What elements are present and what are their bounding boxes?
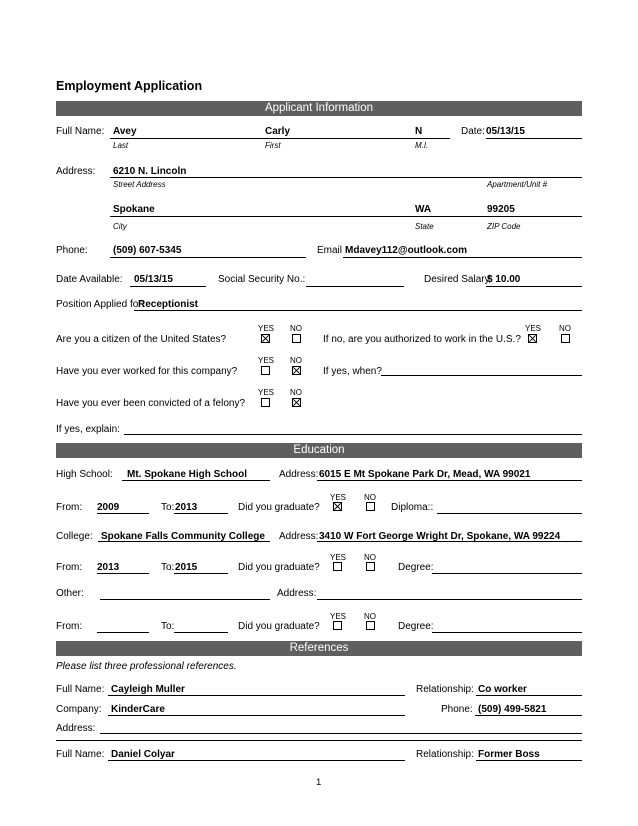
- ref1-address-line[interactable]: [100, 733, 582, 734]
- ref2-name-label: Full Name:: [56, 749, 105, 760]
- reference-divider: [56, 740, 582, 741]
- ref1-phone-value: (509) 499-5821: [478, 704, 547, 715]
- when-line[interactable]: [381, 375, 582, 376]
- phone-value: (509) 607-5345: [113, 245, 182, 256]
- hs-from-line[interactable]: [97, 513, 149, 514]
- other-grad-no-label: NO: [364, 612, 376, 621]
- citizen-no-label: NO: [290, 324, 302, 333]
- ref1-address-label: Address:: [56, 723, 96, 734]
- other-address-label: Address:: [277, 588, 317, 599]
- convicted-yes-checkbox[interactable]: [261, 398, 270, 407]
- other-to-line[interactable]: [174, 632, 228, 633]
- college-degree-line[interactable]: [432, 573, 582, 574]
- middle-initial-value: N: [415, 126, 423, 137]
- hs-grad-yes-label: YES: [330, 493, 347, 502]
- other-address-line[interactable]: [317, 599, 582, 600]
- hs-grad-yes-checkbox[interactable]: [333, 502, 342, 511]
- ref2-name-value: Daniel Colyar: [111, 749, 175, 760]
- ref2-name-line[interactable]: [108, 760, 405, 761]
- diploma-label: Diploma::: [391, 502, 434, 513]
- first-name-value: Carly: [265, 126, 291, 137]
- authorized-question: If no, are you authorized to work in the U.S.?: [323, 334, 521, 345]
- page-title: Employment Application: [56, 79, 203, 93]
- section-header-references: References: [56, 641, 582, 656]
- ref1-name-line[interactable]: [108, 695, 405, 696]
- other-from-line[interactable]: [97, 632, 149, 633]
- city-sub-label: City: [113, 222, 127, 231]
- city-line[interactable]: [110, 216, 582, 217]
- street-line[interactable]: [110, 177, 582, 178]
- ref2-relationship-value: Former Boss: [478, 749, 540, 760]
- college-from-value: 2013: [97, 562, 120, 573]
- college-value: Spokane Falls Community College: [101, 531, 265, 542]
- college-label: College:: [56, 531, 93, 542]
- other-to-label: To:: [161, 621, 175, 632]
- email-label: Email: [317, 245, 343, 256]
- convicted-question: Have you ever been convicted of a felony?: [56, 398, 246, 409]
- section-header-education: Education: [56, 443, 582, 458]
- college-degree-label: Degree:: [398, 562, 434, 573]
- other-grad-no-checkbox[interactable]: [366, 621, 375, 630]
- other-line[interactable]: [100, 599, 270, 600]
- ssn-label: Social Security No.:: [218, 274, 306, 285]
- college-graduate-question: Did you graduate?: [238, 562, 320, 573]
- hs-to-label: To:: [161, 502, 175, 513]
- convicted-no-checkbox[interactable]: [292, 398, 301, 407]
- city-value: Spokane: [113, 204, 155, 215]
- ref2-relationship-label: Relationship:: [416, 749, 474, 760]
- when-label: If yes, when?: [323, 366, 382, 377]
- hs-address-line[interactable]: [317, 480, 582, 481]
- state-sub-label: State: [415, 222, 434, 231]
- authorized-yes-label: YES: [525, 324, 542, 333]
- college-to-value: 2015: [175, 562, 198, 573]
- college-address-value: 3410 W Fort George Wright Dr, Spokane, WA 99224: [319, 531, 561, 542]
- state-value: WA: [415, 204, 432, 215]
- date-line[interactable]: [486, 138, 582, 139]
- ref1-phone-label: Phone:: [441, 704, 473, 715]
- convicted-yes-label: YES: [258, 388, 275, 397]
- hs-from-label: From:: [56, 502, 83, 513]
- email-value: Mdavey112@outlook.com: [345, 245, 468, 256]
- date-available-label: Date Available:: [56, 274, 123, 285]
- zip-sub-label: ZIP Code: [487, 222, 521, 231]
- other-grad-yes-checkbox[interactable]: [333, 621, 342, 630]
- position-line[interactable]: [134, 310, 582, 311]
- high-school-value: Mt. Spokane High School: [127, 469, 248, 480]
- citizen-yes-label: YES: [258, 324, 275, 333]
- other-graduate-question: Did you graduate?: [238, 621, 320, 632]
- authorized-no-checkbox[interactable]: [561, 334, 570, 343]
- position-label: Position Applied for:: [56, 299, 145, 310]
- ref1-company-line[interactable]: [108, 715, 405, 716]
- worked-no-label: NO: [290, 356, 302, 365]
- street-value: 6210 N. Lincoln: [113, 166, 187, 177]
- other-degree-line[interactable]: [432, 632, 582, 633]
- last-sub-label: Last: [113, 141, 129, 150]
- hs-grad-no-label: NO: [364, 493, 376, 502]
- college-grad-yes-checkbox[interactable]: [333, 562, 342, 571]
- date-available-line[interactable]: [130, 286, 206, 287]
- explain-label: If yes, explain:: [56, 424, 120, 435]
- full-name-line[interactable]: [110, 138, 450, 139]
- hs-to-line[interactable]: [174, 513, 228, 514]
- other-grad-yes-label: YES: [330, 612, 347, 621]
- section-header-applicant: Applicant Information: [56, 101, 582, 116]
- hs-address-value: 6015 E Mt Spokane Park Dr, Mead, WA 99021: [319, 469, 531, 480]
- high-school-line[interactable]: [122, 480, 270, 481]
- other-degree-label: Degree:: [398, 621, 434, 632]
- phone-label: Phone:: [56, 245, 88, 256]
- citizen-question: Are you a citizen of the United States?: [56, 334, 227, 345]
- college-grad-yes-label: YES: [330, 553, 347, 562]
- ref1-phone-line[interactable]: [475, 715, 582, 716]
- authorized-yes-checkbox[interactable]: [528, 334, 537, 343]
- college-to-line[interactable]: [174, 573, 228, 574]
- worked-yes-checkbox[interactable]: [261, 366, 270, 375]
- ref1-relationship-line[interactable]: [476, 695, 582, 696]
- last-name-value: Avey: [113, 126, 137, 137]
- hs-to-value: 2013: [175, 502, 198, 513]
- authorized-no-label: NO: [559, 324, 571, 333]
- hs-address-label: Address:: [279, 469, 319, 480]
- college-grad-no-checkbox[interactable]: [366, 562, 375, 571]
- address-label: Address:: [56, 166, 96, 177]
- convicted-no-label: NO: [290, 388, 302, 397]
- college-to-label: To:: [161, 562, 175, 573]
- citizen-no-checkbox[interactable]: [292, 334, 301, 343]
- date-value: 05/13/15: [486, 126, 525, 137]
- apt-sub-label: Apartment/Unit #: [487, 180, 548, 189]
- ref1-name-label: Full Name:: [56, 684, 105, 695]
- ref1-name-value: Cayleigh Muller: [111, 684, 185, 695]
- full-name-label: Full Name:: [56, 126, 105, 137]
- ref1-relationship-label: Relationship:: [416, 684, 474, 695]
- college-from-line[interactable]: [97, 573, 149, 574]
- page-number: 1: [316, 777, 322, 788]
- explain-line[interactable]: [124, 434, 582, 435]
- date-available-value: 05/13/15: [134, 274, 173, 285]
- hs-from-value: 2009: [97, 502, 120, 513]
- salary-line[interactable]: [486, 286, 582, 287]
- ref1-company-value: KinderCare: [111, 704, 165, 715]
- email-line[interactable]: [343, 257, 582, 258]
- worked-no-checkbox[interactable]: [292, 366, 301, 375]
- salary-value: $ 10.00: [487, 274, 521, 285]
- hs-grad-no-checkbox[interactable]: [366, 502, 375, 511]
- hs-graduate-question: Did you graduate?: [238, 502, 320, 513]
- ssn-line[interactable]: [306, 286, 404, 287]
- references-intro: Please list three professional references.: [56, 661, 237, 672]
- other-label: Other:: [56, 588, 84, 599]
- worked-question: Have you ever worked for this company?: [56, 366, 238, 377]
- street-sub-label: Street Address: [113, 180, 166, 189]
- zip-value: 99205: [487, 204, 515, 215]
- citizen-yes-checkbox[interactable]: [261, 334, 270, 343]
- date-label: Date:: [461, 126, 485, 137]
- diploma-line[interactable]: [437, 513, 582, 514]
- worked-yes-label: YES: [258, 356, 275, 365]
- college-grad-no-label: NO: [364, 553, 376, 562]
- ref1-company-label: Company:: [56, 704, 102, 715]
- salary-label: Desired Salary:: [424, 274, 493, 285]
- college-address-label: Address:: [279, 531, 319, 542]
- ref2-relationship-line[interactable]: [476, 760, 582, 761]
- mi-sub-label: M.I.: [415, 141, 429, 150]
- high-school-label: High School:: [56, 469, 113, 480]
- position-value: Receptionist: [138, 299, 199, 310]
- first-sub-label: First: [265, 141, 281, 150]
- other-from-label: From:: [56, 621, 83, 632]
- ref1-relationship-value: Co worker: [478, 684, 527, 695]
- phone-line[interactable]: [110, 257, 306, 258]
- college-from-label: From:: [56, 562, 83, 573]
